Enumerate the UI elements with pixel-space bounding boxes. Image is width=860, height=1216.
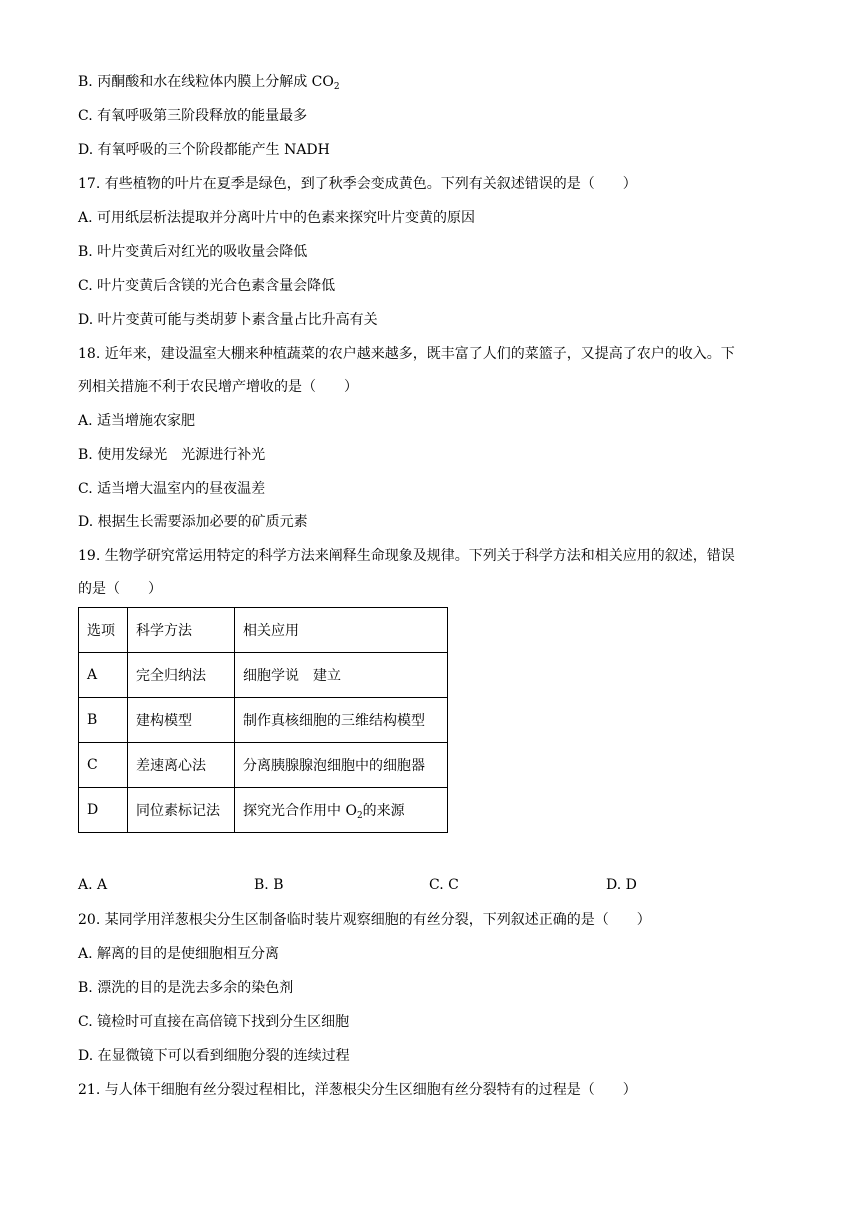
table-cell-option: A [79, 653, 128, 698]
q18-stem-line2: 列相关措施不利于农民增产增收的是（ ） [78, 379, 358, 395]
q18-stem-line1: 18. 近年来，建设温室大棚来种植蔬菜的农户越来越多，既丰富了人们的菜篮子，又提高了农户的收入。下 [78, 346, 735, 362]
table-row [79, 788, 448, 833]
table-cell-method: 完全归纳法 [128, 653, 235, 698]
table-cell-application: 制作真核细胞的三维结构模型 [235, 698, 448, 743]
q19-answer-options [78, 877, 778, 897]
q19-stem-line1: 19. 生物学研究常运用特定的科学方法来阐释生命现象及规律。下列关于科学方法和相关应用的叙述，错误 [78, 548, 735, 564]
answer-option-d: D. D [606, 877, 637, 893]
table-cell-method: 同位素标记法 [128, 788, 235, 833]
q17-option-a: A. 可用纸层析法提取并分离叶片中的色素来探究叶片变黄的原因 [78, 210, 476, 226]
answer-option-b: B. B [254, 877, 284, 893]
answer-option-a: A. A [78, 877, 108, 893]
q16-option-b-subscript: 2 [333, 82, 340, 92]
table-header-cell: 选项 [79, 608, 128, 653]
table-row [79, 653, 448, 698]
table-cell-application-post: 的来源 [362, 802, 405, 819]
table-cell-application: 细胞学说 建立 [235, 653, 448, 698]
q19-stem-line2: 的是（ ） [78, 581, 162, 597]
table-row [79, 698, 448, 743]
q20-option-a: A. 解离的目的是使细胞相互分离 [78, 946, 280, 962]
table-header-cell: 科学方法 [128, 608, 235, 653]
table-cell-option: D [79, 788, 128, 833]
q16-option-d: D. 有氧呼吸的三个阶段都能产生 NADH [78, 142, 330, 158]
q19-table [78, 607, 448, 833]
q18-option-c: C. 适当增大温室内的昼夜温差 [78, 481, 266, 497]
q16-option-c: C. 有氧呼吸第三阶段释放的能量最多 [78, 108, 308, 124]
table-cell-option: B [79, 698, 128, 743]
q20-stem: 20. 某同学用洋葱根尖分生区制备临时装片观察细胞的有丝分裂，下列叙述正确的是（ ） [78, 912, 651, 928]
q17-option-c: C. 叶片变黄后含镁的光合色素含量会降低 [78, 278, 336, 294]
table-cell-application [235, 788, 448, 833]
table-header-cell: 相关应用 [235, 608, 448, 653]
q20-option-d: D. 在显微镜下可以看到细胞分裂的连续过程 [78, 1048, 350, 1064]
table-cell-application: 分离胰腺腺泡细胞中的细胞器 [235, 743, 448, 788]
q20-option-c: C. 镜检时可直接在高倍镜下找到分生区细胞 [78, 1014, 350, 1030]
q18-option-a: A. 适当增施农家肥 [78, 413, 196, 429]
q17-option-b: B. 叶片变黄后对红光的吸收量会降低 [78, 244, 308, 260]
table-row [79, 743, 448, 788]
table-header-row [79, 608, 448, 653]
table-cell-method: 建构模型 [128, 698, 235, 743]
answer-option-c: C. C [429, 877, 459, 893]
table-cell-application-pre: 探究光合作用中 O [243, 802, 357, 819]
q16-option-b [78, 72, 340, 97]
q17-option-d: D. 叶片变黄可能与类胡萝卜素含量占比升高有关 [78, 312, 378, 328]
table-cell-application-subscript: 2 [356, 810, 363, 821]
table-cell-option: C [79, 743, 128, 788]
q18-option-b: B. 使用发绿光 光源进行补光 [78, 447, 266, 463]
q21-stem: 21. 与人体干细胞有丝分裂过程相比，洋葱根尖分生区细胞有丝分裂特有的过程是（ ） [78, 1082, 637, 1098]
q17-stem: 17. 有些植物的叶片在夏季是绿色，到了秋季会变成黄色。下列有关叙述错误的是（ ） [78, 176, 637, 192]
q20-option-b: B. 漂洗的目的是洗去多余的染色剂 [78, 980, 294, 996]
q16-option-b-text: B. 丙酮酸和水在线粒体内膜上分解成 CO [78, 74, 334, 90]
table-cell-method: 差速离心法 [128, 743, 235, 788]
q18-option-d: D. 根据生长需要添加必要的矿质元素 [78, 514, 308, 530]
